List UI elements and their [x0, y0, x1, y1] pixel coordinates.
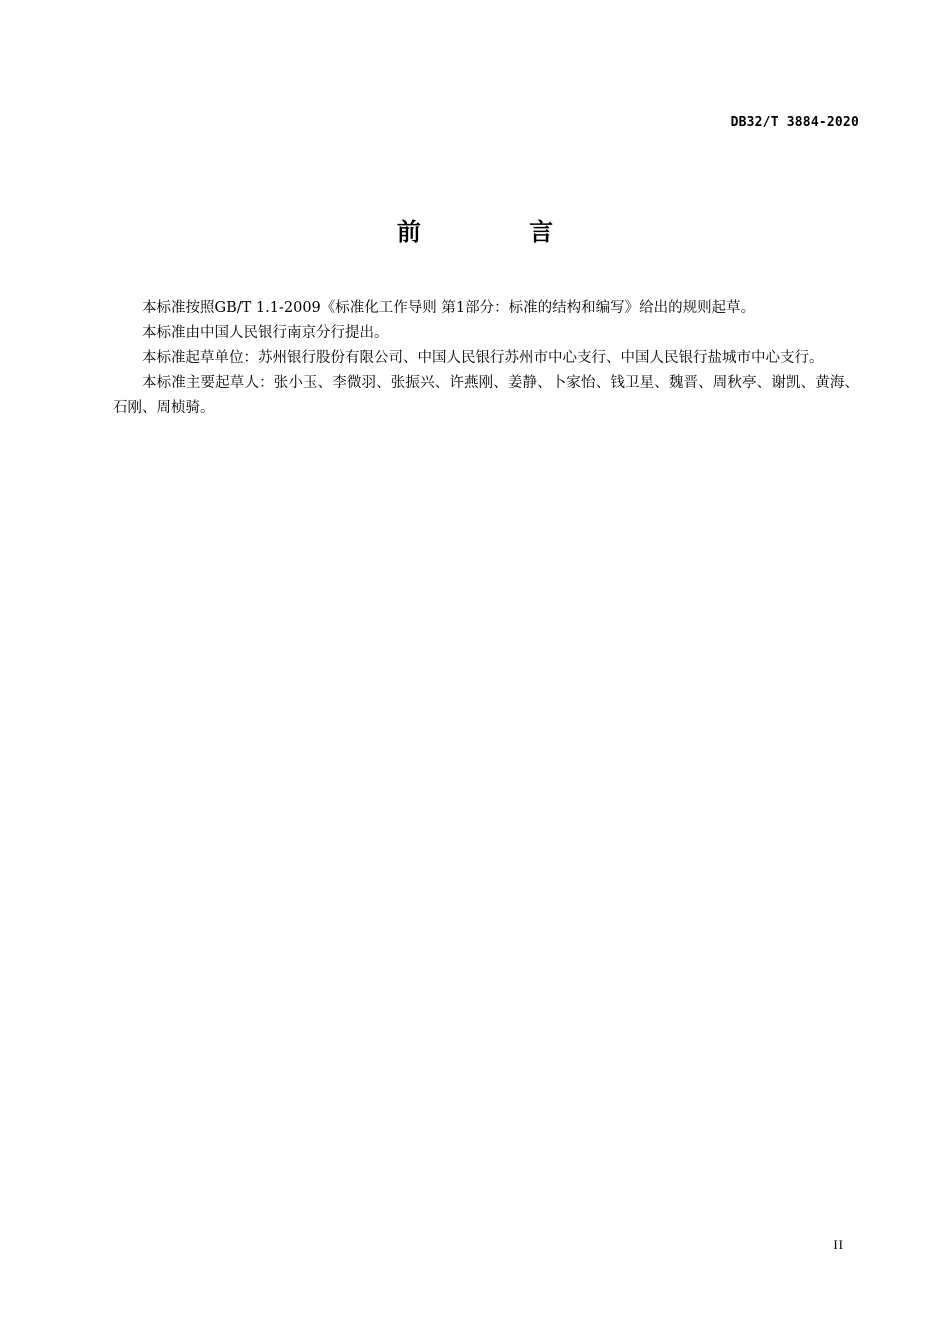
- page-title: 前 言: [396, 218, 604, 246]
- paragraph-drafting-units: 本标准起草单位：苏州银行股份有限公司、中国人民银行苏州市中心支行、中国人民银行盐城市中心支行。: [142, 350, 824, 366]
- paragraph-drafting-rules: 本标准按照GB/T 1.1-2009《标准化工作导则 第1部分：标准的结构和编写》给出的规则起草。: [142, 300, 756, 316]
- paragraph-proposer: 本标准由中国人民银行南京分行提出。: [142, 325, 389, 341]
- document-code: DB32/T 3884-2020: [730, 115, 859, 130]
- paragraph-drafters: 本标准主要起草人：张小玉、李微羽、张振兴、许燕刚、姜静、卜家怡、钱卫星、魏晋、周秋亭、谢凯、黄海、石刚、周桢骑。: [113, 375, 859, 416]
- foreword-body: [113, 296, 859, 421]
- page-number: II: [833, 1237, 844, 1252]
